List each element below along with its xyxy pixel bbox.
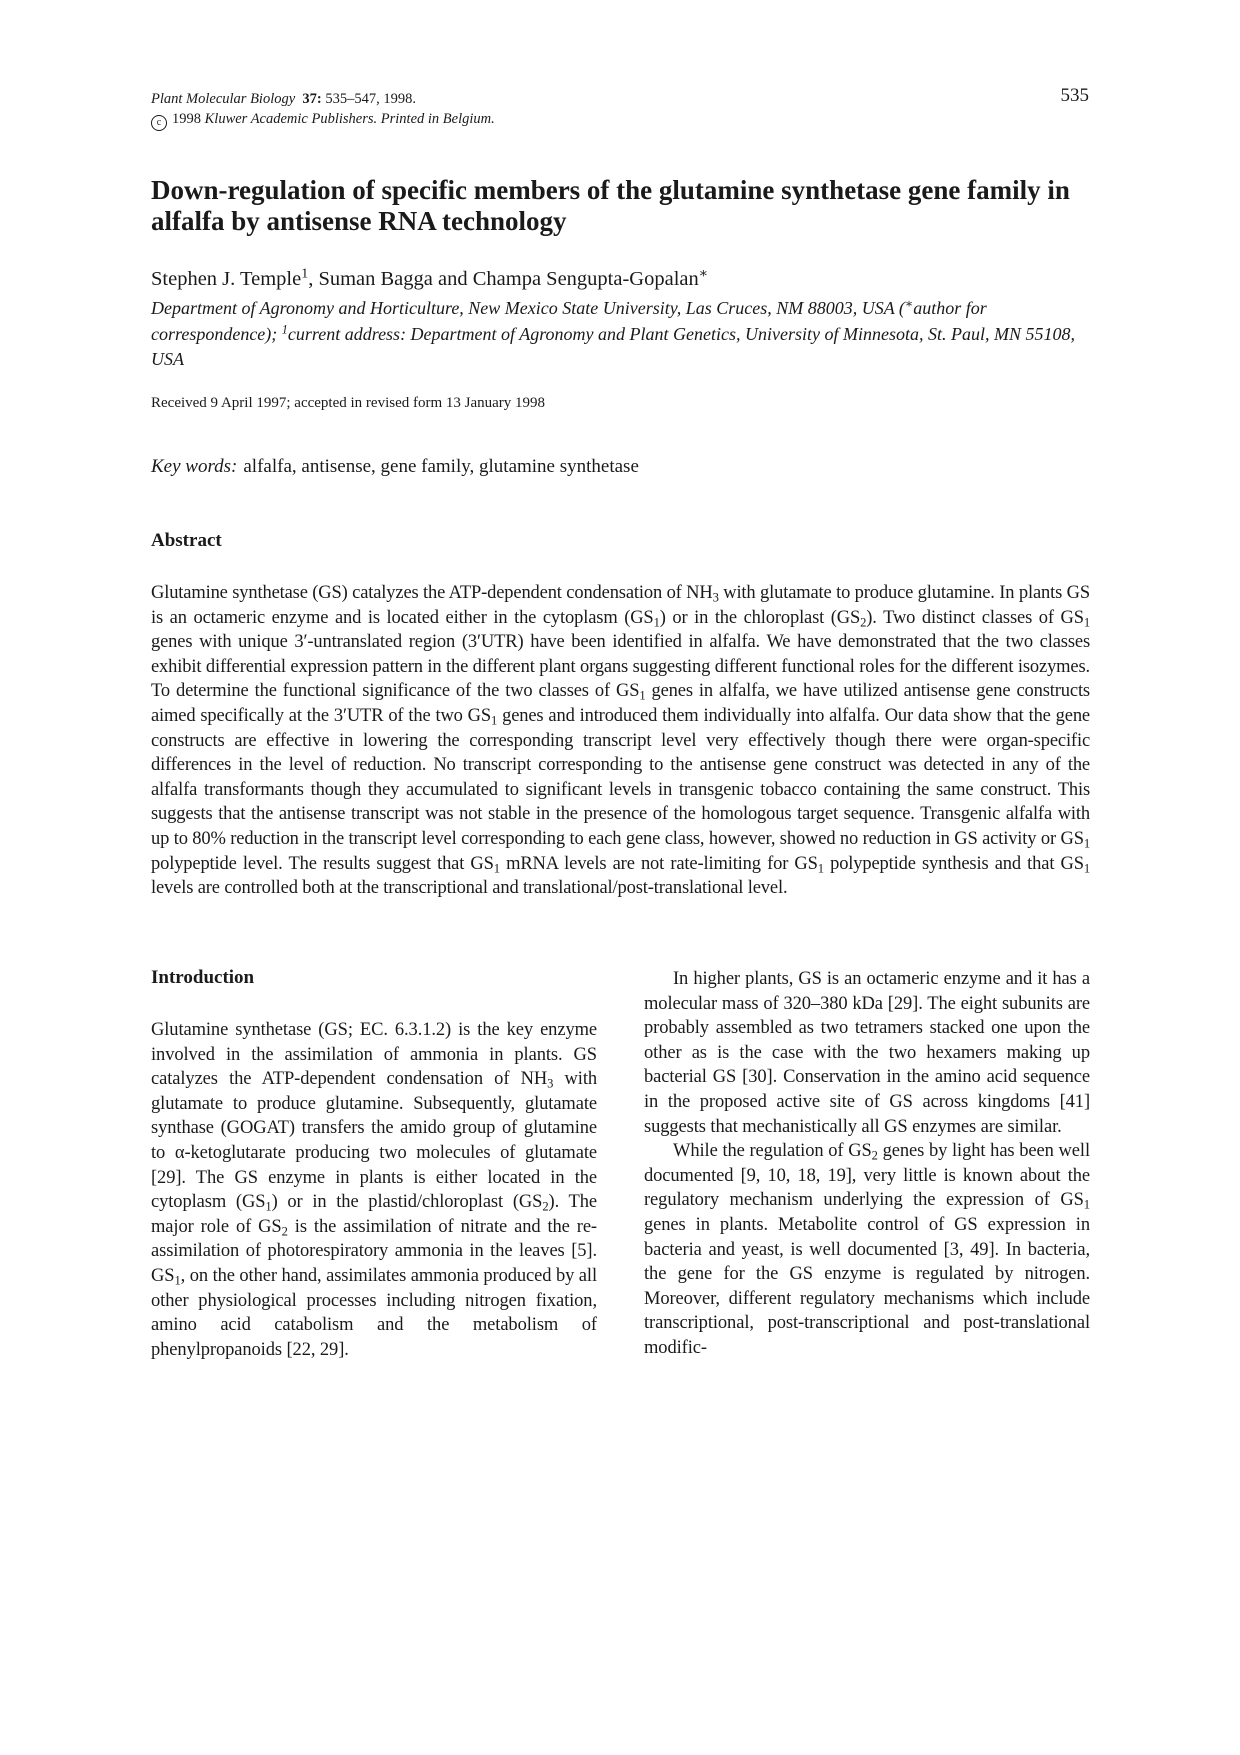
keywords-label: Key words: <box>151 456 238 477</box>
copyright-line <box>151 109 495 131</box>
authors <box>151 268 708 291</box>
affiliation-main: Department of Agronomy and Horticulture, New Mexico State University, Las Cruces, NM 88003, USA ( <box>151 298 905 318</box>
journal-header <box>151 89 495 131</box>
received-dates: Received 9 April 1997; accepted in revised form 13 January 1998 <box>151 395 546 411</box>
abstract-run: mRNA levels are not rate-limiting for GS <box>499 853 818 874</box>
subscript: 2 <box>542 1199 549 1214</box>
intro-run: with glutamate to produce glutamine. Subsequently, glutamate synthase (GOGAT) transfers the amido group of glutamine to α-ketoglutarate producing two molecules of glutamate [29]. The GS enzyme in plants is either located in the cytoplasm (GS <box>151 1069 598 1213</box>
affiliation-current: current address: Department of Agronomy and Plant Genetics, University of Minnesota, St. Paul, MN 55108, USA <box>151 323 1075 369</box>
copyright-icon: c <box>151 115 167 131</box>
subscript: 1 <box>817 861 824 876</box>
subscript: 2 <box>281 1224 288 1239</box>
affiliation <box>151 296 1096 373</box>
abstract-run: levels are controlled both at the transcriptional and translational/post-translational level. <box>151 878 788 899</box>
intro-run: genes by light has been well documented [9, 10, 18, 19], very little is known about the regulatory mechanism underlying the expression of GS <box>644 1141 1090 1211</box>
intro-run: is the assimilation of nitrate and the re-assimilation of photorespiratory ammonia in the leaves [5]. GS <box>151 1216 597 1286</box>
copyright-year: 1998 <box>172 111 205 127</box>
subscript: 1 <box>491 713 498 728</box>
abstract-run: ) or in the chloroplast (GS <box>659 607 861 628</box>
subscript: 3 <box>547 1076 554 1091</box>
journal-name: Plant Molecular Biology <box>151 91 296 107</box>
subscript: 1 <box>1083 836 1090 851</box>
abstract-heading: Abstract <box>151 530 222 551</box>
paper-title: Down-regulation of specific members of the glutamine synthetase gene family in alfalfa by antisense RNA technology <box>151 175 1070 236</box>
keywords-text: alfalfa, antisense, gene family, glutamine synthetase <box>243 456 639 477</box>
subscript: 1 <box>1083 615 1090 630</box>
keywords <box>151 456 639 478</box>
subscript: 2 <box>871 1148 878 1163</box>
subscript: 2 <box>860 615 867 630</box>
citation-line <box>151 89 495 109</box>
subscript: 1 <box>1083 1197 1090 1212</box>
subscript: 3 <box>712 590 719 605</box>
introduction-heading: Introduction <box>151 967 255 988</box>
author-others: , Suman Bagga and Champa Sengupta-Gopalan <box>308 268 699 290</box>
corresponding-mark: ∗ <box>698 266 709 282</box>
intro-paragraph: In higher plants, GS is an octameric enzyme and it has a molecular mass of 320–380 kDa [29]. The eight subunits are probably assembled as two tetramers stacked one upon the other as is the case with the two hexamers making up bacterial GS [30]. Conservation in the amino acid sequence in the proposed active site of GS across kingdoms [41] suggests that mechanistically all GS enzymes are similar. <box>644 969 1090 1137</box>
author-1-mark: 1 <box>301 266 309 282</box>
affiliation-mark: 1 <box>281 321 288 336</box>
publisher: Kluwer Academic Publishers. Printed in Belgium. <box>204 111 495 127</box>
affiliation-star: ∗ <box>904 296 914 311</box>
subscript: 1 <box>1083 861 1091 876</box>
page-number: 535 <box>1060 85 1089 106</box>
abstract-run: polypeptide synthesis and that GS <box>823 853 1084 874</box>
journal-volume: 37: <box>302 91 322 107</box>
abstract-run: Glutamine synthetase (GS) catalyzes the ATP-dependent condensation of NH <box>151 583 713 603</box>
abstract-run: with glutamate to produce glutamine. In plants GS is an octameric enzyme and is located either in the cytoplasm (GS <box>151 583 1090 628</box>
journal-pages: 535–547, 1998. <box>321 91 417 107</box>
abstract-run: genes and introduced them individually into alfalfa. Our data show that the gene constructs are effective in lowering the corresponding transcript level very effectively though there were organ-specific differences in the level of reduction. No transcript corresponding to the antisense gene construct was detected in any of the alfalfa transformants though they accumulated to significant levels in transgenic tobacco containing the same construct. This suggests that the antisense transcript was not stable in the presence of the homologous target sequence. Transgenic alfalfa with up to 80% reduction in the transcript level corresponding to each gene class, however, showed no reduction in GS activity or GS <box>151 705 1090 849</box>
intro-run: ). The major role of GS <box>151 1192 597 1237</box>
intro-run: , on the other hand, assimilates ammonia produced by all other physiological processes including nitrogen fixation, amino acid catabolism and the metabolism of phenylpropanoids [22, 29]. <box>151 1265 597 1360</box>
subscript: 1 <box>653 615 660 630</box>
abstract-run: genes in alfalfa, we have utilized antisense gene constructs aimed specifically at the 3′UTR of the two GS <box>151 681 1090 726</box>
subscript: 1 <box>265 1199 272 1214</box>
author-1: Stephen J. Temple <box>151 268 302 290</box>
intro-run: While the regulation of GS <box>673 1141 872 1162</box>
abstract-run: polypeptide level. The results suggest that GS <box>151 853 494 874</box>
intro-run: Glutamine synthetase (GS; EC. 6.3.1.2) is the key enzyme involved in the assimilation of ammonia in plants. GS catalyzes the ATP-dependent condensation of NH <box>151 1020 597 1090</box>
introduction-column-2 <box>644 967 1090 1361</box>
abstract-run: genes with unique 3′-untranslated region (3′UTR) have been identified in alfalfa. We have demonstrated that the two classes exhibit differential expression pattern in the different plant organs suggesting different functional roles for the different isozymes. To determine the functional significance of the two classes of GS <box>151 632 1090 702</box>
affiliation-correspondence: author for correspondence); <box>151 298 987 344</box>
subscript: 1 <box>174 1273 181 1288</box>
intro-run: genes in plants. Metabolite control of GS expression in bacteria and yeast, is well documented [3, 49]. In bacteria, the gene for the GS enzyme is regulated by nitrogen. Moreover, different regulatory mechanisms which include transcriptional, post-transcriptional and post-translational modific- <box>644 1214 1090 1358</box>
subscript: 1 <box>493 861 500 876</box>
abstract-text <box>151 581 1090 901</box>
abstract-run: ). Two distinct classes of GS <box>866 607 1084 628</box>
subscript: 1 <box>639 688 646 703</box>
intro-paragraph <box>644 1139 1090 1360</box>
intro-run: ) or in the plastid/chloroplast (GS <box>271 1192 543 1213</box>
introduction-column-1 <box>151 1018 597 1362</box>
